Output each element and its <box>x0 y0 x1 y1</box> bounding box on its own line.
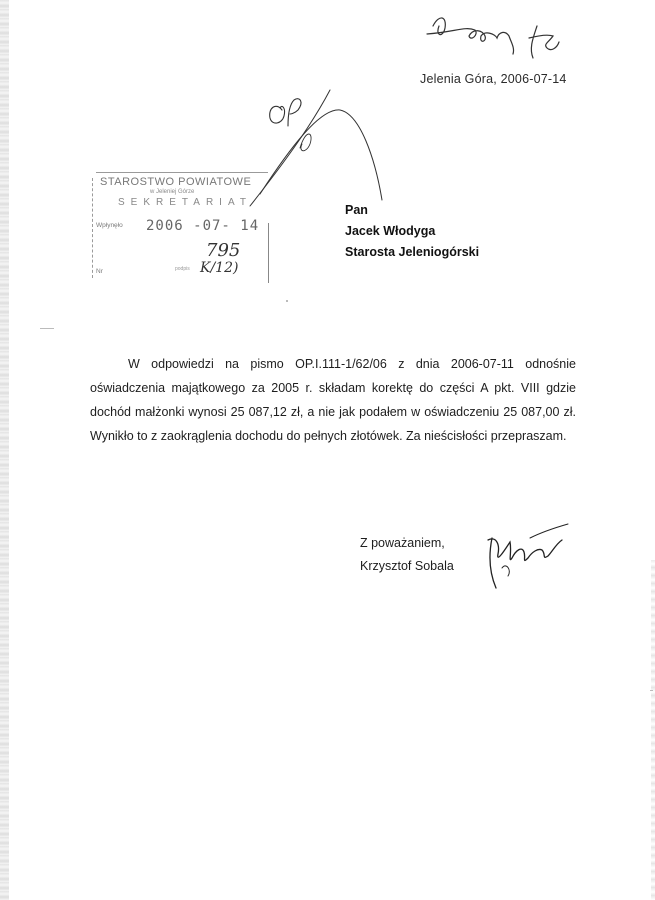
place-date: Jelenia Góra, 2006-07-14 <box>420 72 567 86</box>
closing-greeting: Z poważaniem, <box>360 536 445 550</box>
stamp-received-label: Wpłynęło <box>96 222 123 229</box>
scan-edge-left <box>0 0 9 900</box>
stamp-received-date: 2006 -07- 14 <box>146 218 260 234</box>
scan-speck <box>40 328 54 329</box>
scan-speck <box>286 300 288 302</box>
stamp-title: STAROSTWO POWIATOWE <box>100 176 252 188</box>
stamp-handwritten-number: 795 <box>206 240 241 261</box>
recipient-position: Starosta Jeleniogórski <box>345 245 480 259</box>
scan-edge-right <box>651 560 655 900</box>
stamp-border-left <box>92 178 93 278</box>
stamp-border-right <box>268 223 269 283</box>
top-handwriting <box>425 8 575 68</box>
scan-speck <box>650 690 653 691</box>
closing-block <box>360 532 454 578</box>
recipient-name: Jacek Włodyga <box>345 224 436 238</box>
stamp-subtitle: w Jeleniej Górze <box>150 189 195 195</box>
stamp-department: SEKRETARIAT <box>118 197 252 208</box>
recipient-salutation: Pan <box>345 203 368 217</box>
registry-stamp <box>88 168 273 283</box>
stamp-handwritten-initials: K/12) <box>200 260 239 276</box>
letter-body-paragraph: W odpowiedzi na pismo OP.I.111-1/62/06 z dnia 2006-07-11 odnośnie oświadczenia majątkowego za 2005 r. składam korektę do części A pkt. VIII gdzie dochód małżonki wynosi 25 087,12 zł, a nie jak podałem w oświadczeniu 25 087,00 zł. Wynikło to z zaokrąglenia dochodu do pełnych złotówek. Za nieścisłości przepraszam. <box>90 357 576 443</box>
signer-name: Krzysztof Sobala <box>360 559 454 573</box>
stamp-border-top <box>96 172 268 173</box>
handwritten-signature <box>482 518 572 593</box>
recipient-block <box>345 200 479 263</box>
stamp-number-label: Nr <box>96 268 103 275</box>
stamp-small-label: podpis <box>175 266 190 272</box>
